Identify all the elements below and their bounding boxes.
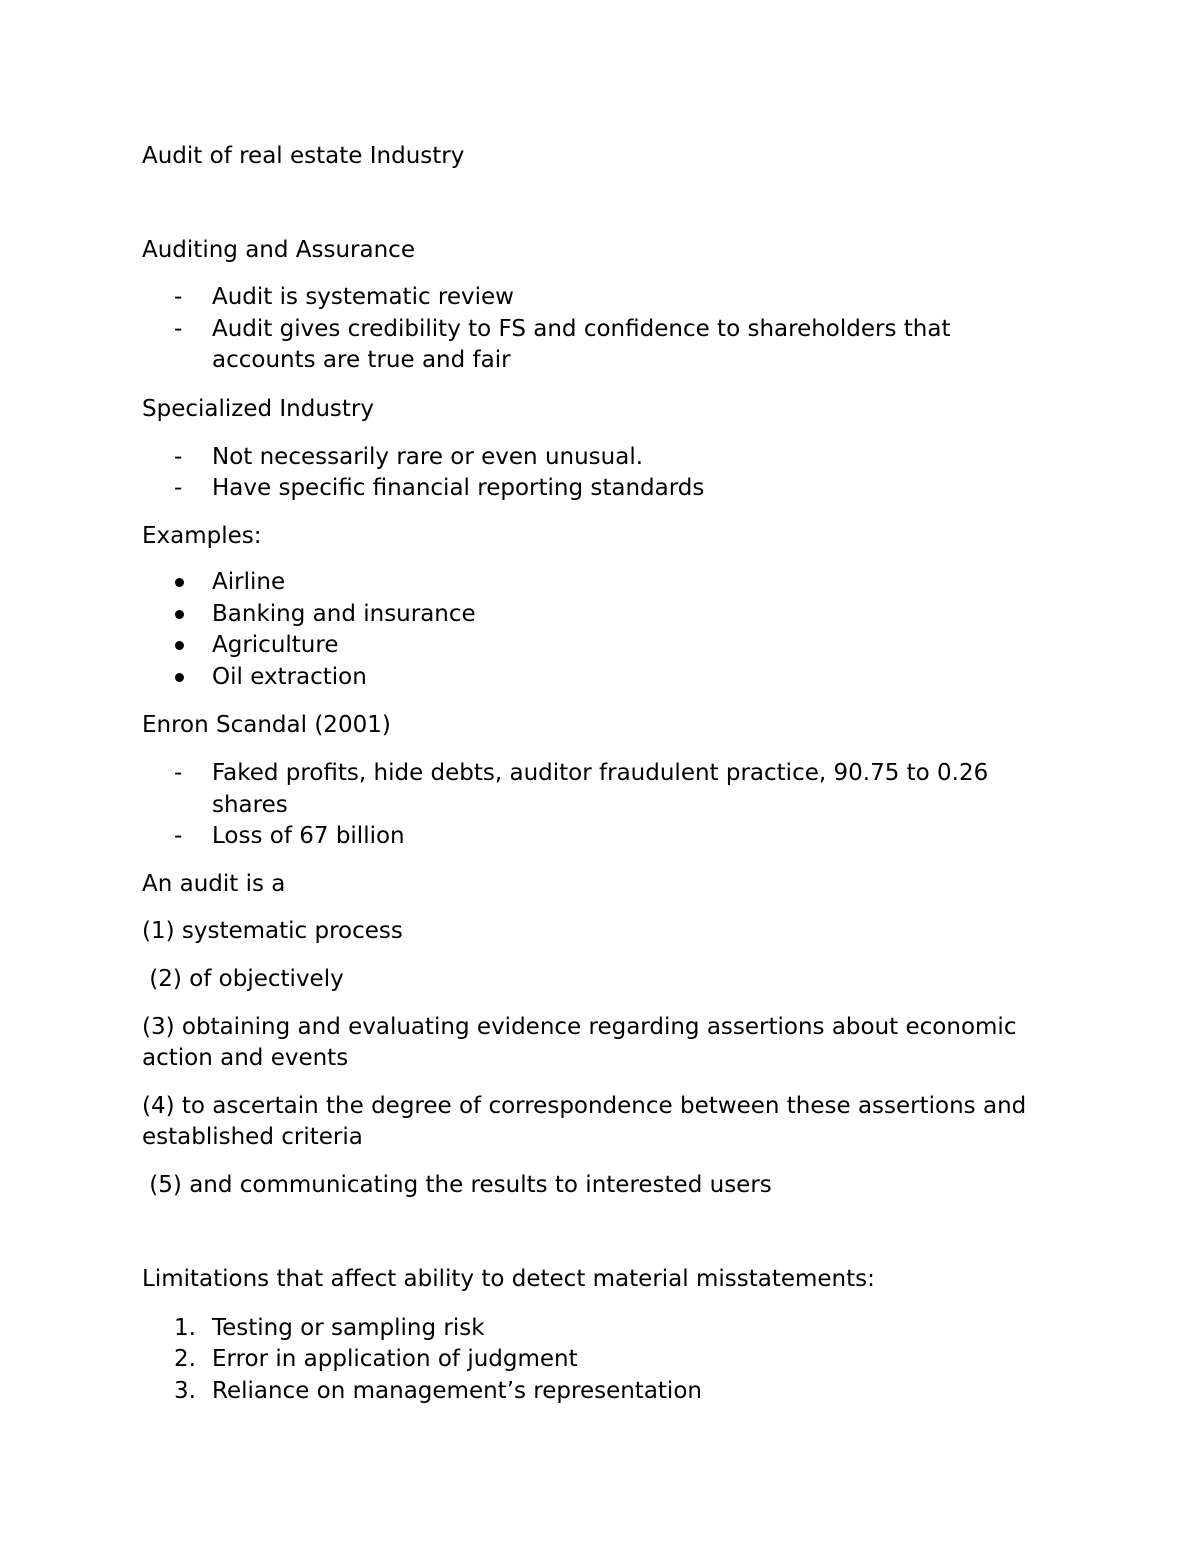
list-item: Banking and insurance [212,601,476,627]
dash-marker: - [174,444,183,470]
heading-auditing-assurance: Auditing and Assurance [142,237,415,263]
heading-limitations: Limitations that affect ability to detect material misstatements: [142,1266,875,1292]
list-item: Audit gives credibility to FS and confidence to shareholders that [212,316,951,342]
list-item: Have specific financial reporting standards [212,475,705,501]
dash-marker: - [174,475,183,501]
bullet-icon [175,673,184,682]
heading-examples: Examples: [142,523,262,549]
list-item-continuation: accounts are true and fair [212,347,511,373]
list-item: Testing or sampling risk [212,1315,485,1341]
list-number: 2. [174,1346,196,1372]
list-item: Agriculture [212,632,339,658]
list-item: Airline [212,569,286,595]
list-item: Faked profits, hide debts, auditor fraudulent practice, 90.75 to 0.26 [212,760,989,786]
list-number: 1. [174,1315,196,1341]
definition-point-3: (3) obtaining and evaluating evidence regarding assertions about economic [142,1014,1017,1040]
definition-point-1: (1) systematic process [142,918,403,944]
dash-marker: - [174,823,183,849]
dash-marker: - [174,284,183,310]
document-title: Audit of real estate Industry [142,143,465,169]
list-item: Error in application of judgment [212,1346,578,1372]
list-item: Loss of 67 billion [212,823,405,849]
list-number: 3. [174,1378,196,1404]
bullet-icon [175,578,184,587]
list-item: Not necessarily rare or even unusual. [212,444,644,470]
heading-specialized-industry: Specialized Industry [142,396,374,422]
definition-point-5: (5) and communicating the results to interested users [142,1172,772,1198]
definition-point-4-continuation: established criteria [142,1124,363,1150]
list-item: Oil extraction [212,664,367,690]
dash-marker: - [174,316,183,342]
list-item: Reliance on management’s representation [212,1378,702,1404]
bullet-icon [175,610,184,619]
list-item-continuation: shares [212,792,288,818]
dash-marker: - [174,760,183,786]
bullet-icon [175,641,184,650]
heading-enron-scandal: Enron Scandal (2001) [142,712,391,738]
definition-point-4: (4) to ascertain the degree of correspondence between these assertions and [142,1093,1027,1119]
definition-point-2: (2) of objectively [142,966,344,992]
definition-intro: An audit is a [142,871,286,897]
definition-point-3-continuation: action and events [142,1045,349,1071]
list-item: Audit is systematic review [212,284,514,310]
